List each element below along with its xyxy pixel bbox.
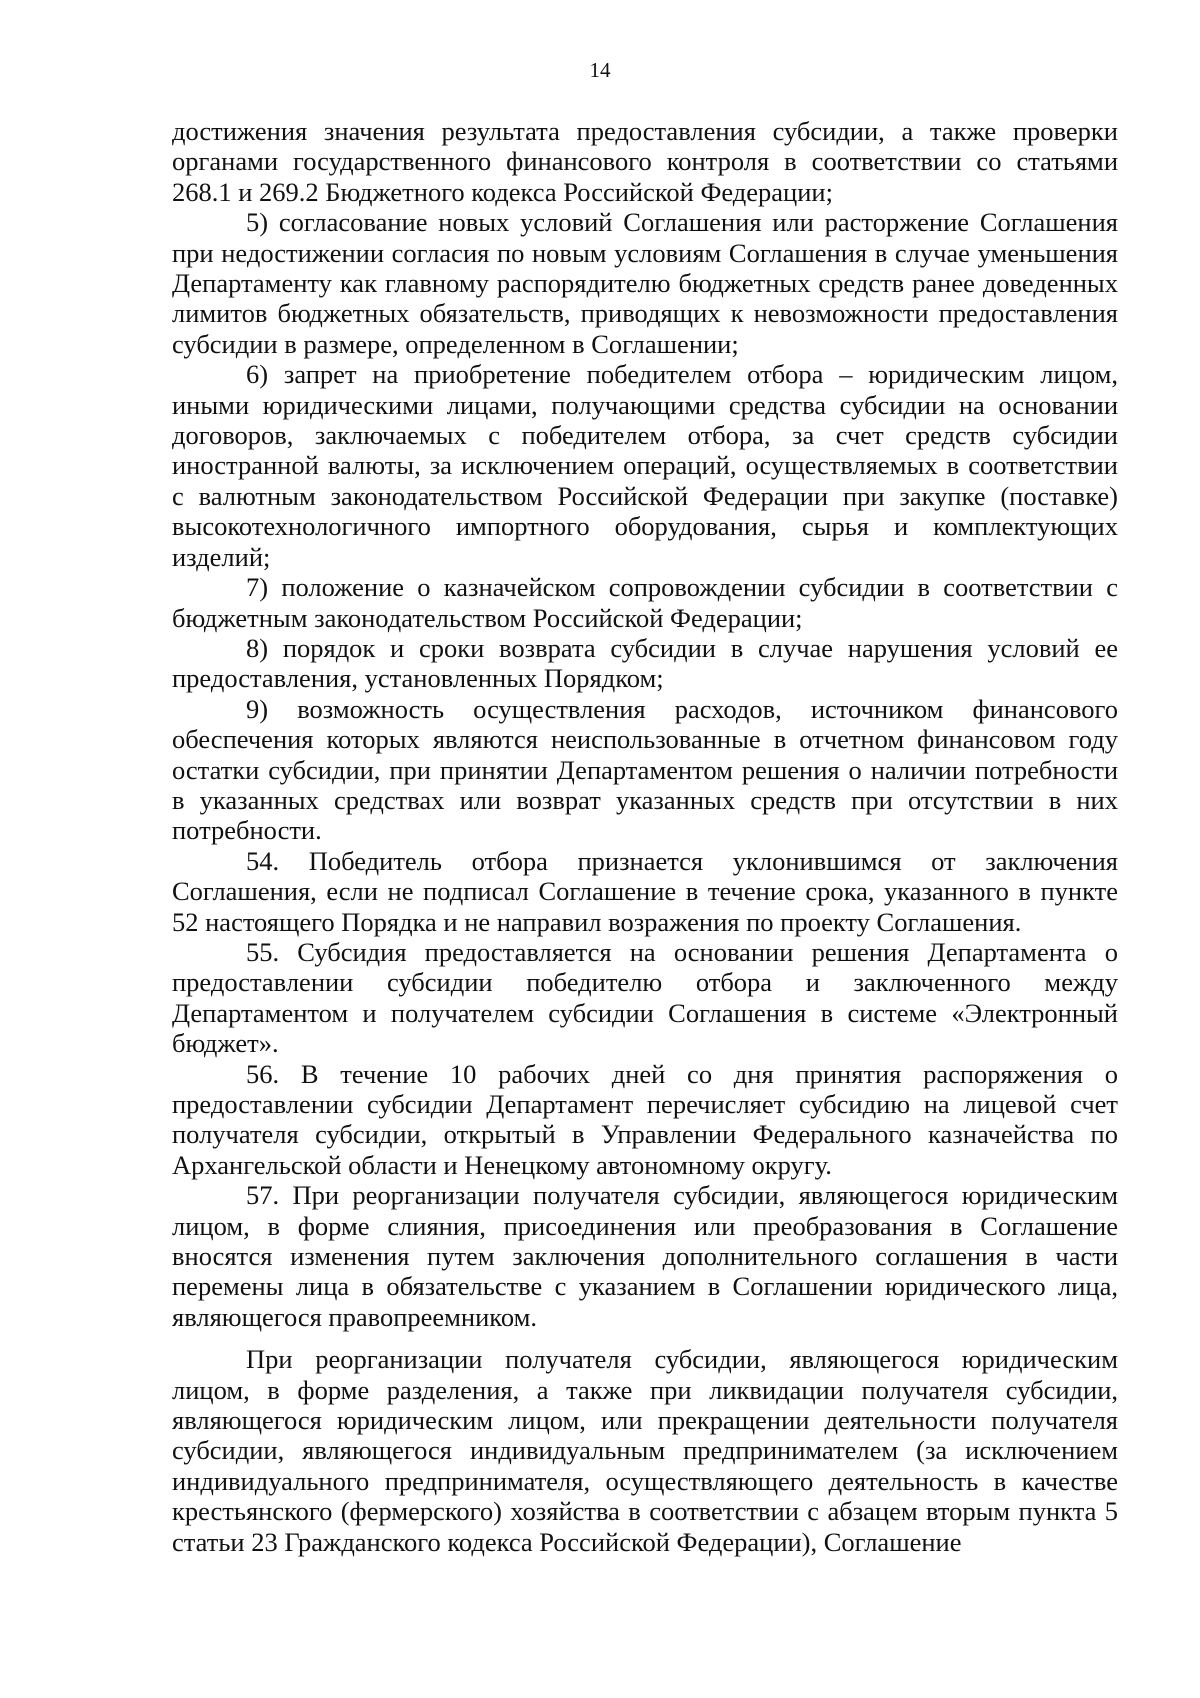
paragraph-clause-55: 55. Субсидия предоставляется на основании решения Департамента о предоставлении субсидии победителю отбора и заключенного между Департаментом и получателем субсидии Соглашения в системе «Электронный бюджет». <box>172 936 1118 1059</box>
paragraph-clause-57: 57. При реорганизации получателя субсидии, являющегося юридическим лицом, в форме слияния, присоединения или преобразования в Соглашение вносятся изменения путем заключения дополнительного соглашения в части перемены лица в обязательстве с указанием в Соглашении юридического лица, являющегося правопреемником. <box>172 1180 1118 1332</box>
paragraph-reorganization: При реорганизации получателя субсидии, являющегося юридическим лицом, в форме разделения, а также при ликвидации получателя субсидии, являющегося юридическим лицом, или прекращении деятельности получателя субсидии, являющегося индивидуальным предпринимателем (за исключением индивидуального предпринимателя, осуществляющего деятельность в качестве крестьянского (фермерского) хозяйства в соответствии с абзацем вторым пункта 5 статьи 23 Гражданского кодекса Российской Федерации), Соглашение <box>172 1344 1118 1557</box>
paragraph-continuation: достижения значения результата предоставления субсидии, а также проверки органами государственного финансового контроля в соответствии со статьями 268.1 и 269.2 Бюджетного кодекса Российской Федерации; <box>172 116 1118 207</box>
paragraph-clause-56: 56. В течение 10 рабочих дней со дня принятия распоряжения о предоставлении субсидии Департамент перечисляет субсидию на лицевой счет получателя субсидии, открытый в Управлении Федерального казначейства по Архангельской области и Ненецкому автономному округу. <box>172 1058 1118 1180</box>
paragraph-item-6: 6) запрет на приобретение победителем отбора – юридическим лицом, иными юридическими лицами, получающими средства субсидии на основании договоров, заключаемых с победителем отбора, за счет средств субсидии иностранной валюты, за исключением операций, осуществляемых в соответствии с валютным законодательством Российской Федерации при закупке (поставке) высокотехнологичного импортного оборудования, сырья и комплектующих изделий; <box>172 359 1118 572</box>
paragraph-item-5: 5) согласование новых условий Соглашения или расторжение Соглашения при недостижении согласия по новым условиям Соглашения в случае уменьшения Департаменту как главному распорядителю бюджетных средств ранее доведенных лимитов бюджетных обязательств, приводящих к невозможности предоставления субсидии в размере, определенном в Соглашении; <box>172 207 1118 359</box>
paragraph-item-9: 9) возможность осуществления расходов, источником финансового обеспечения которых являются неиспользованные в отчетном финансовом году остатки субсидии, при принятии Департаментом решения о наличии потребности в указанных средствах или возврат указанных средств при отсутствии в них потребности. <box>172 693 1118 846</box>
document-body <box>172 116 1118 1557</box>
paragraph-clause-54: 54. Победитель отбора признается уклонившимся от заключения Соглашения, если не подписал Соглашение в течение срока, указанного в пункте 52 настоящего Порядка и не направил возражения по проекту Соглашения. <box>172 845 1118 937</box>
page-number: 14 <box>589 58 611 82</box>
paragraph-item-8: 8) порядок и сроки возврата субсидии в случае нарушения условий ее предоставления, установленных Порядком; <box>172 632 1118 694</box>
paragraph-item-7: 7) положение о казначейском сопровождении субсидии в соответствии с бюджетным законодательством Российской Федерации; <box>172 572 1118 633</box>
